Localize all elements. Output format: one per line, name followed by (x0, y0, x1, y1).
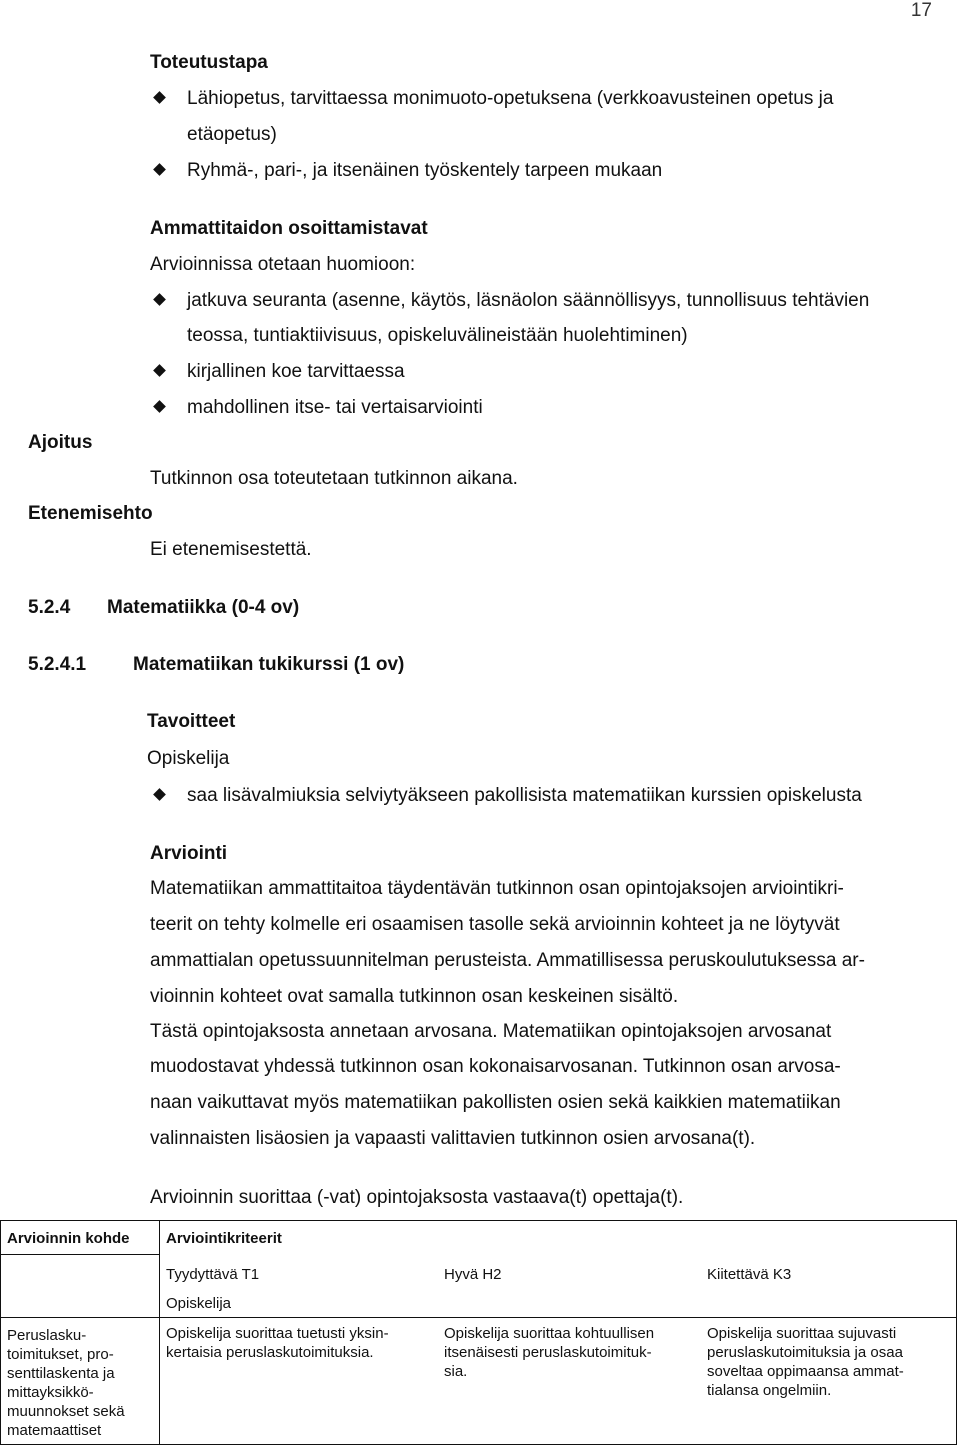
heading-arviointi: Arviointi (150, 843, 228, 864)
row-target-line: senttilaskenta ja (7, 1364, 115, 1382)
bullet-icon (153, 364, 166, 377)
criteria-table (0, 1220, 957, 1445)
table-row (1, 1317, 957, 1444)
row-h2-line: Opiskelija suorittaa kohtuullisen (444, 1324, 655, 1342)
bullet-icon (153, 400, 166, 413)
row-k3-line: Opiskelija suorittaa sujuvasti (707, 1324, 897, 1342)
bullet-icon (153, 788, 166, 801)
toteutustapa-bullet-1-line-2: etäopetus) (187, 124, 277, 145)
bullet-icon (153, 293, 166, 306)
arviointi-para2-line-4: valinnaisten lisäosien ja vapaasti valittavien tutkinnon osien arvosana(t). (150, 1128, 756, 1149)
col-header-criteria: Arviointikriteerit (160, 1221, 957, 1255)
arviointi-para2-line-2: muodostavat yhdessä tutkinnon osan kokonaisarvosanan. Tutkinnon osan arvosa- (150, 1056, 841, 1077)
row-t1-line: Opiskelija suorittaa tuetusti yksin- (166, 1324, 389, 1342)
target-header-spacer (1, 1255, 160, 1318)
row-target-line: Peruslasku- (7, 1326, 87, 1344)
heading-osoittamistavat: Ammattitaidon osoittamistavat (150, 218, 428, 239)
bullet-icon (153, 163, 166, 176)
ajoitus-text: Tutkinnon osa toteutetaan tutkinnon aikana. (150, 468, 518, 489)
arviointi-para3: Arvioinnin suorittaa (-vat) opintojaksosta vastaava(t) opettaja(t). (150, 1187, 684, 1208)
row-t1 (160, 1317, 439, 1444)
arviointi-para1-line-3: ammattialan opetussuunnitelman perusteista. Ammatillisessa peruskoulutuksessa ar- (150, 950, 865, 971)
osoittamistavat-bullet-1-line-1: jatkuva seuranta (asenne, käytös, läsnäolon säännöllisyys, tunnollisuus tehtävien (187, 290, 870, 311)
row-h2-line: itsenäisesti peruslaskutoimituk- (444, 1343, 652, 1361)
toteutustapa-bullet-2: Ryhmä-, pari-, ja itsenäinen työskentely tarpeen mukaan (187, 160, 663, 181)
col-header-target: Arvioinnin kohde (1, 1221, 160, 1255)
etenemisehto-text: Ei etenemisestettä. (150, 539, 312, 560)
row-target-line: toimitukset, pro- (7, 1345, 114, 1363)
row-k3-line: soveltaa oppimaansa ammat- (707, 1362, 904, 1380)
section-5241-title: Matematiikan tukikurssi (1 ov) (133, 654, 405, 675)
row-k3-line: peruslaskutoimituksia ja osaa (707, 1343, 903, 1361)
toteutustapa-bullet-1-line-1: Lähiopetus, tarvittaessa monimuoto-opetuksena (verkkoavusteinen opetus ja (187, 88, 834, 109)
row-target-line: muunnokset sekä (7, 1402, 125, 1420)
arviointi-para1-line-2: teerit on tehty kolmelle eri osaamisen tasolle sekä arvioinnin kohteet ja ne löytyvät (150, 914, 840, 935)
arviointi-para2-line-3: naan vaikuttavat myös matematiikan pakollisten osien sekä kaikkien matematiikan (150, 1092, 841, 1113)
arviointi-para1-line-4: vioinnin kohteet ovat samalla tutkinnon osan keskeinen sisältö. (150, 986, 679, 1007)
osoittamistavat-bullet-1-line-2: teossa, tuntiaktiivisuus, opiskeluvälineistään huolehtiminen) (187, 325, 688, 346)
row-k3-line: tialansa ongelmiin. (707, 1381, 832, 1399)
row-target-line: matemaattiset (7, 1421, 102, 1439)
row-target-line: mittayksikkö- (7, 1383, 94, 1401)
heading-tavoitteet: Tavoitteet (147, 711, 236, 732)
level-h2: Hyvä H2 (444, 1265, 502, 1283)
bullet-icon (153, 91, 166, 104)
arviointi-para1-line-1: Matematiikan ammattitaitoa täydentävän tutkinnon osan opintojaksojen arviointikri- (150, 878, 844, 899)
level-t1: Tyydyttävä T1 (166, 1265, 260, 1283)
row-k3 (701, 1317, 957, 1444)
row-h2-line: sia. (444, 1362, 468, 1380)
row-t1-line: kertaisia peruslaskutoimituksia. (166, 1343, 374, 1361)
osoittamistavat-bullet-2: kirjallinen koe tarvittaessa (187, 361, 405, 382)
section-524-title: Matematiikka (0-4 ov) (107, 597, 300, 618)
heading-ajoitus: Ajoitus (28, 432, 93, 453)
section-524-number: 5.2.4 (28, 597, 71, 618)
arviointi-para2-line-1: Tästä opintojaksosta annetaan arvosana. Matematiikan opintojaksojen arvosanat (150, 1021, 832, 1042)
tavoitteet-bullet-1: saa lisävalmiuksia selviytyäkseen pakollisista matematiikan kurssien opiskelusta (187, 785, 862, 806)
subject-row: Opiskelija (160, 1288, 957, 1318)
heading-toteutustapa: Toteutustapa (150, 52, 268, 73)
osoittamistavat-bullet-3: mahdollinen itse- tai vertaisarviointi (187, 397, 483, 418)
heading-etenemisehto: Etenemisehto (28, 503, 153, 524)
section-5241-number: 5.2.4.1 (28, 654, 87, 675)
level-k3: Kiitettävä K3 (701, 1255, 957, 1288)
osoittamistavat-intro: Arvioinnissa otetaan huomioon: (150, 254, 416, 275)
tavoitteet-intro: Opiskelija (147, 748, 230, 769)
page-number: 17 (910, 0, 932, 21)
row-h2 (438, 1317, 701, 1444)
row-target (1, 1317, 160, 1444)
